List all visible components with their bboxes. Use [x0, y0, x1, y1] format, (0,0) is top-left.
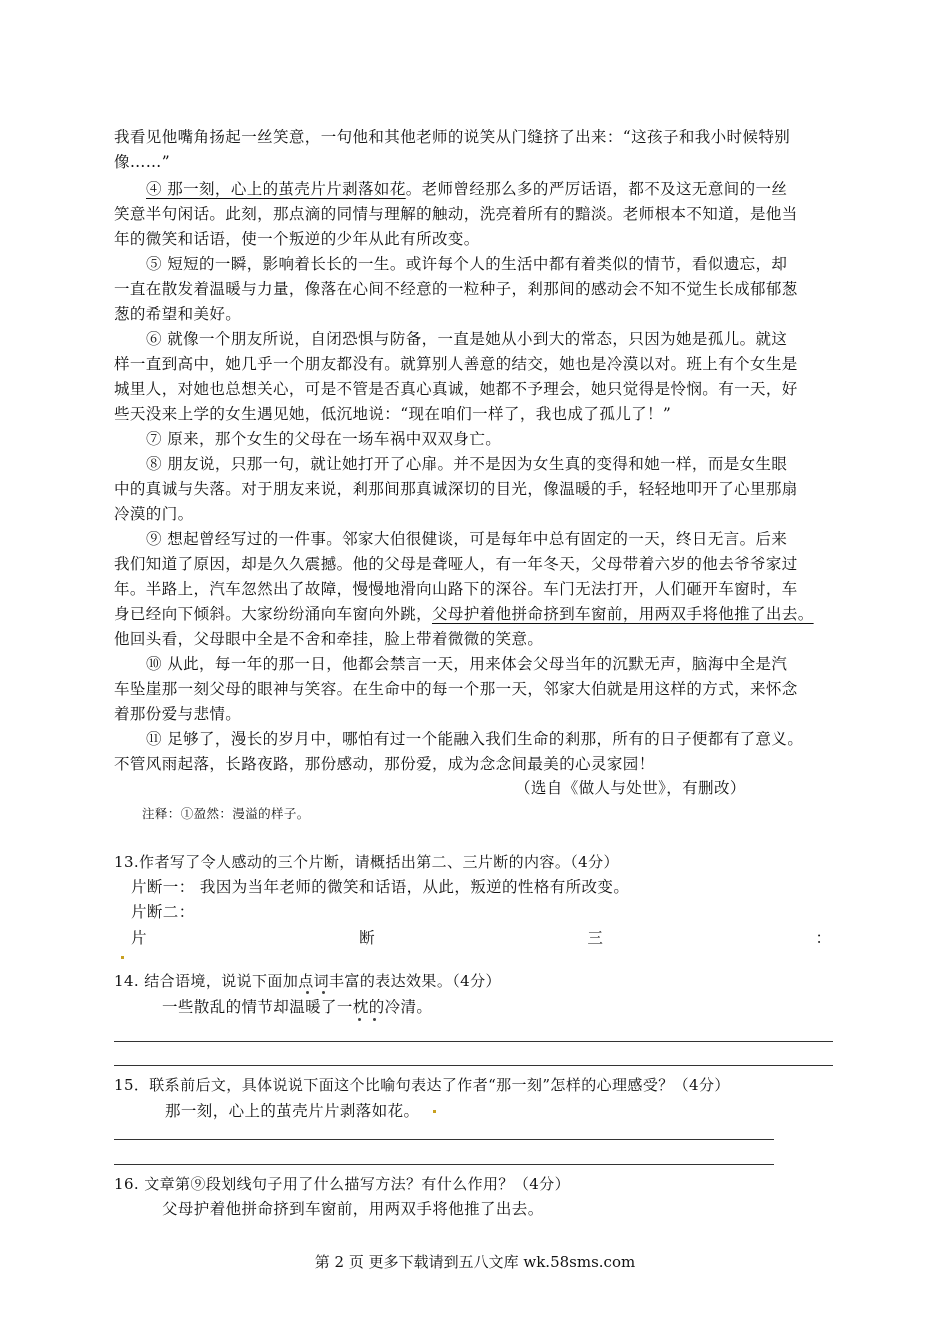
source-citation: （选自《做人与处世》，有删改） [515, 779, 746, 797]
passage-line: 葱的希望和美好。 [114, 305, 242, 323]
answer-line [114, 1041, 833, 1042]
passage-line: ⑥ 就像一个朋友所说，自闭恐惧与防备，一直是她从小到大的常态，只因为她是孤儿。就这 [146, 330, 788, 348]
passage-line: 年。半路上，汽车忽然出了故障，慢慢地滑向山路下的深谷。车门无法打开，人们砸开车窗时，车 [114, 580, 798, 598]
passage-line: 城里人，对她也总想关心，可是不管是否真心真诚，她都不予理会，她只觉得是怜悯。有一天，好 [114, 380, 798, 398]
question-13-title: 13.作者写了令人感动的三个片断，请概括出第二、三片断的内容。（4分） [114, 853, 619, 871]
passage-line: 样一直到高中，她几乎一个朋友都没有。就算别人善意的结交，她也是冷漠以对。班上有个女生是 [114, 355, 798, 373]
passage-line: 中的真诚与失落。对于朋友来说，剎那间那真诚深切的目光，像温暖的手，轻轻地叩开了心里那扇 [114, 480, 798, 498]
answer-line [114, 1139, 774, 1140]
passage-line: 年的微笑和话语，使一个叛逆的少年从此有所改变。 [114, 230, 480, 248]
passage-line: 笑意半句闲话。此刻，那点滴的同情与理解的触动，洗亮着所有的黯淡。老师根本不知道，是他当 [114, 205, 798, 223]
question-16-title: 16. 文章第⑨段划线句子用了什么描写方法？有什么作用？（4分） [114, 1175, 570, 1193]
question-15-sentence: 那一刻，心上的茧壳片片剥落如花。 [165, 1102, 420, 1120]
passage-line: 我们知道了原因，却是久久震撼。他的父母是聋哑人，有一年冬天，父母带着六岁的他去爷爷家过 [114, 555, 798, 573]
scan-mark [121, 956, 124, 959]
passage-line: 些天没来上学的女生遇见她，低沉地说：“现在咱们一样了，我也成了孤儿了！” [114, 405, 672, 423]
passage-line: ⑧ 朋友说，只那一句，就让她打开了心扉。并不是因为女生真的变得和她一样，而是女生眼 [146, 455, 788, 473]
underlined-sentence: ④ 那一刻，心上的茧壳片片剥落如花 [146, 180, 406, 198]
passage-line: 冷漠的门。 [114, 505, 194, 523]
scan-mark [433, 1110, 436, 1113]
page-footer: 第 2 页 更多下载请到五八文库 wk.58sms.com [314, 1253, 636, 1271]
paragraph-4-first-line: ④ 那一刻，心上的茧壳片片剥落如花。老师曾经那么多的严厉话语，都不及这无意间的一丝 [146, 180, 788, 198]
passage-line: 车坠崖那一刻父母的眼神与笑容。在生命中的每一个那一天，邻家大伯就是用这样的方式，来怀念 [114, 680, 798, 698]
underlined-sentence: 父母护着他拼命挤到车窗前，用两双手将他推了出去。 [432, 605, 814, 623]
question-16-sentence: 父母护着他拼命挤到车窗前，用两双手将他推了出去。 [162, 1200, 544, 1218]
emphasis-dot [322, 991, 325, 994]
passage-line: 像……” [114, 153, 171, 171]
answer-line [114, 1164, 774, 1165]
emphasis-dot [306, 991, 309, 994]
fragment-one-answer: 片断一： 我因为当年老师的微笑和话语，从此，叛逆的性格有所改变。 [131, 878, 630, 896]
question-15-title: 15．联系前后文，具体说说下面这个比喻句表达了作者“那一刻”怎样的心理感受？（4分） [114, 1076, 730, 1094]
passage-line: ⑤ 短短的一瞬，影响着长长的一生。或许每个人的生活中都有着类似的情节，看似遗忘，却 [146, 255, 788, 273]
question-14-sentence: 一些散乱的情节却温暖了一枕的冷清。 [162, 998, 433, 1016]
footnote: 注释：①盈然：漫溢的样子。 [142, 806, 310, 821]
passage-line: ⑪ 足够了，漫长的岁月中，哪怕有过一个能融入我们生命的剎那，所有的日子便都有了意义。 [146, 730, 804, 748]
fragment-three-label: 片 断 三 ： [131, 929, 831, 947]
passage-line: 不管风雨起落，长路夜路，那份感动，那份爱，成为念念间最美的心灵家园！ [114, 755, 655, 773]
fragment-two-label: 片断二： [131, 903, 195, 921]
emphasis-dot [373, 1018, 376, 1021]
passage-line: ⑦ 原来，那个女生的父母在一场车祸中双双身亡。 [146, 430, 502, 448]
passage-line: ⑨ 想起曾经写过的一件事。邻家大伯很健谈，可是每年中总有固定的一天，终日无言。后来 [146, 530, 788, 548]
emphasis-dot [358, 1018, 361, 1021]
passage-line: 他回头看，父母眼中全是不舍和牵挂，脸上带着微微的笑意。 [114, 630, 544, 648]
question-14-title: 14. 结合语境，说说下面加点词丰富的表达效果。（4分） [114, 972, 501, 990]
passage-line: ⑩ 从此，每一年的那一日，他都会禁言一天，用来体会父母当年的沉默无声，脑海中全是汽 [146, 655, 788, 673]
passage-line: 着那份爱与悲情。 [114, 705, 242, 723]
passage-line: 我看见他嘴角扬起一丝笑意，一句他和其他老师的说笑从门缝挤了出来：“这孩子和我小时候特别 [114, 128, 791, 146]
answer-line [114, 1065, 833, 1066]
passage-line: 一直在散发着温暖与力量，像落在心间不经意的一粒种子，剎那间的感动会不知不觉生长成郁郁葱 [114, 280, 798, 298]
paragraph-9-underlined-line: 身已经向下倾斜。大家纷纷涌向车窗向外跳，父母护着他拼命挤到车窗前，用两双手将他推了出去。 [114, 605, 814, 623]
